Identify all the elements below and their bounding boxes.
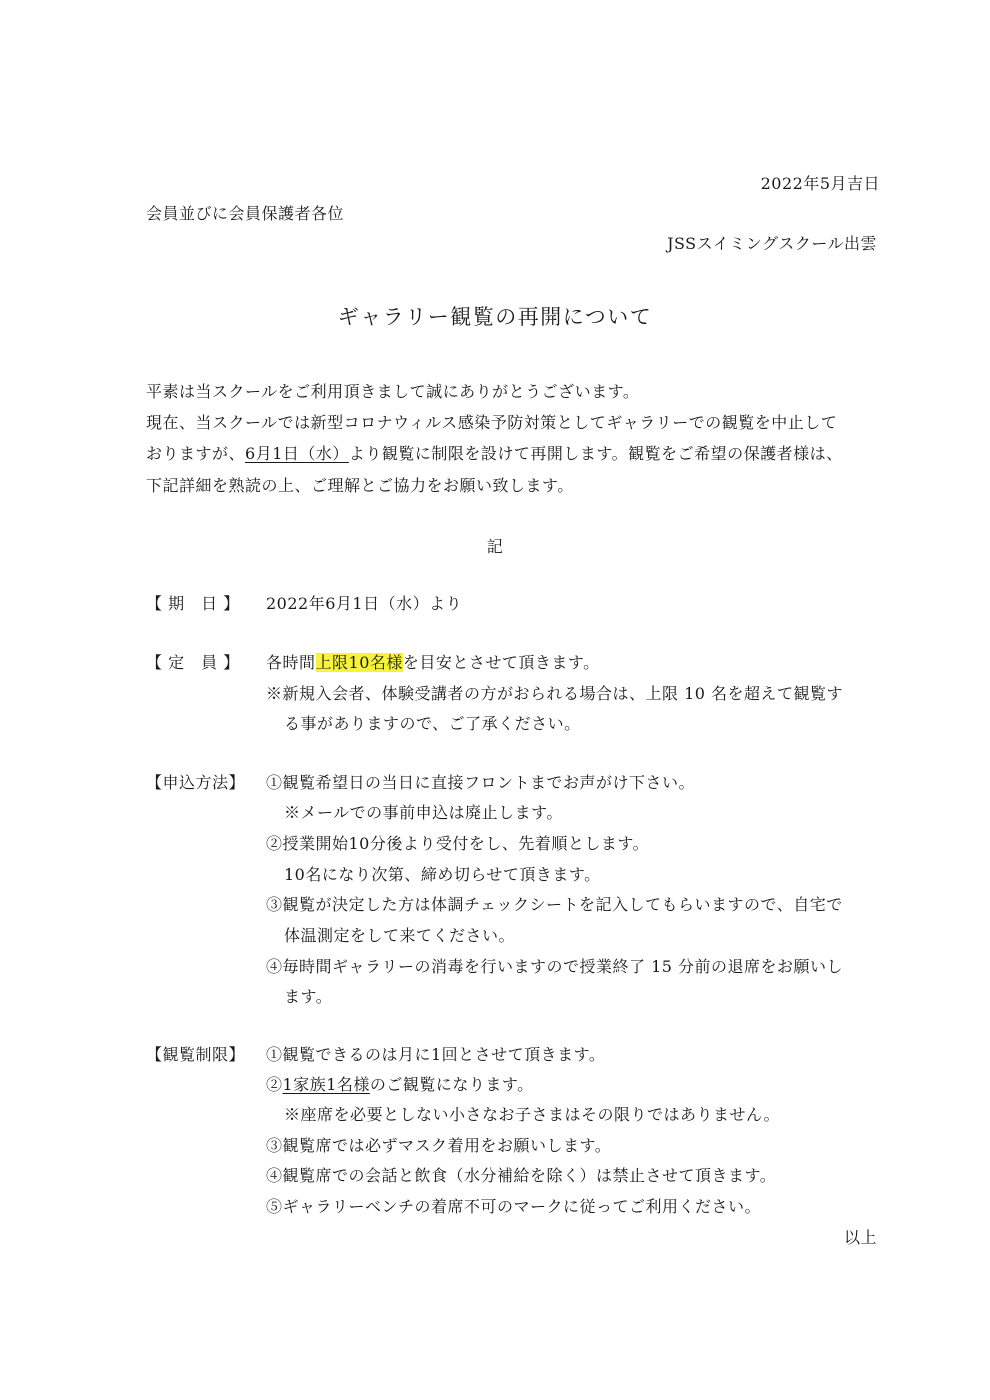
application-item-3: ③観覧が決定した方は体調チェックシートを記入してもらいますので、自宅で: [266, 895, 843, 914]
recipient: 会員並びに会員保護者各位: [146, 204, 345, 223]
ki-marker: 記: [486, 537, 504, 556]
document-date: 2022年5月吉日: [760, 174, 880, 193]
restriction-item-3: ③観覧席では必ずマスク着用をお願いします。: [266, 1136, 612, 1155]
intro-line-2: 現在、当スクールでは新型コロナウィルス感染予防対策としてギャラリーでの観覧を中止して: [146, 413, 838, 432]
application-item-4: ④毎時間ギャラリーの消毒を行いますので授業終了 15 分前の退席をお願いし: [266, 957, 844, 976]
document-title: ギャラリー観覧の再開について: [337, 305, 653, 329]
intro-line-3-post: より観覧に制限を設けて再開します。観覧をご希望の保護者様は、: [348, 444, 843, 463]
application-label: 【申込方法】: [146, 773, 246, 792]
capacity-value: [266, 652, 600, 674]
closing-remark: 以上: [843, 1228, 877, 1247]
restriction-item-2-post: のご観覧になります。: [369, 1075, 534, 1094]
capacity-pre: 各時間: [266, 653, 316, 672]
intro-line-3-pre: おりますが、: [146, 444, 246, 463]
reopen-date-underlined: 6月1日（水）: [245, 444, 349, 463]
intro-line-3: [146, 443, 843, 465]
period-value: 2022年6月1日（水）より: [266, 594, 463, 613]
capacity-label: 【 定 員 】: [146, 653, 240, 672]
restriction-item-2-underlined: 1家族1名様: [282, 1075, 370, 1094]
capacity-note-line-2: る事がありますので、ご了承ください。: [284, 714, 581, 733]
restriction-item-2-num: ②: [266, 1075, 283, 1094]
restriction-item-5: ⑤ギャラリーベンチの着席不可のマークに従ってご利用ください。: [266, 1197, 762, 1216]
application-item-4-note: ます。: [284, 987, 333, 1006]
period-label: 【 期 日 】: [146, 594, 240, 613]
restriction-item-2: [266, 1074, 534, 1096]
restriction-item-4: ④観覧席での会話と飲食（水分補給を除く）は禁止させて頂きます。: [266, 1166, 777, 1185]
application-item-1: ①観覧希望日の当日に直接フロントまでお声がけ下さい。: [266, 773, 696, 792]
sender: JSSスイミングスクール出雲: [667, 234, 877, 253]
application-item-2-note: 10名になり次第、締め切らせて頂きます。: [284, 865, 601, 884]
intro-line-4: 下記詳細を熟読の上、ご理解とご協力をお願い致します。: [146, 476, 574, 495]
restriction-item-2-note: ※座席を必要としない小さなお子さまはその限りではありません。: [284, 1105, 780, 1124]
capacity-highlight: 上限10名様: [315, 653, 403, 672]
restrictions-label: 【観覧制限】: [146, 1045, 246, 1064]
application-item-1-note: ※メールでの事前申込は廃止します。: [284, 803, 563, 822]
application-item-3-note: 体温測定をして来てください。: [284, 926, 516, 945]
restriction-item-1: ①観覧できるのは月に1回とさせて頂きます。: [266, 1045, 606, 1064]
capacity-post: を目安とさせて頂きます。: [402, 653, 600, 672]
intro-line-1: 平素は当スクールをご利用頂きまして誠にありがとうございます。: [146, 382, 640, 401]
application-item-2: ②授業開始10分後より受付をし、先着順とします。: [266, 834, 650, 853]
capacity-note-line-1: ※新規入会者、体験受講者の方がおられる場合は、上限 10 名を超えて観覧す: [266, 684, 844, 703]
